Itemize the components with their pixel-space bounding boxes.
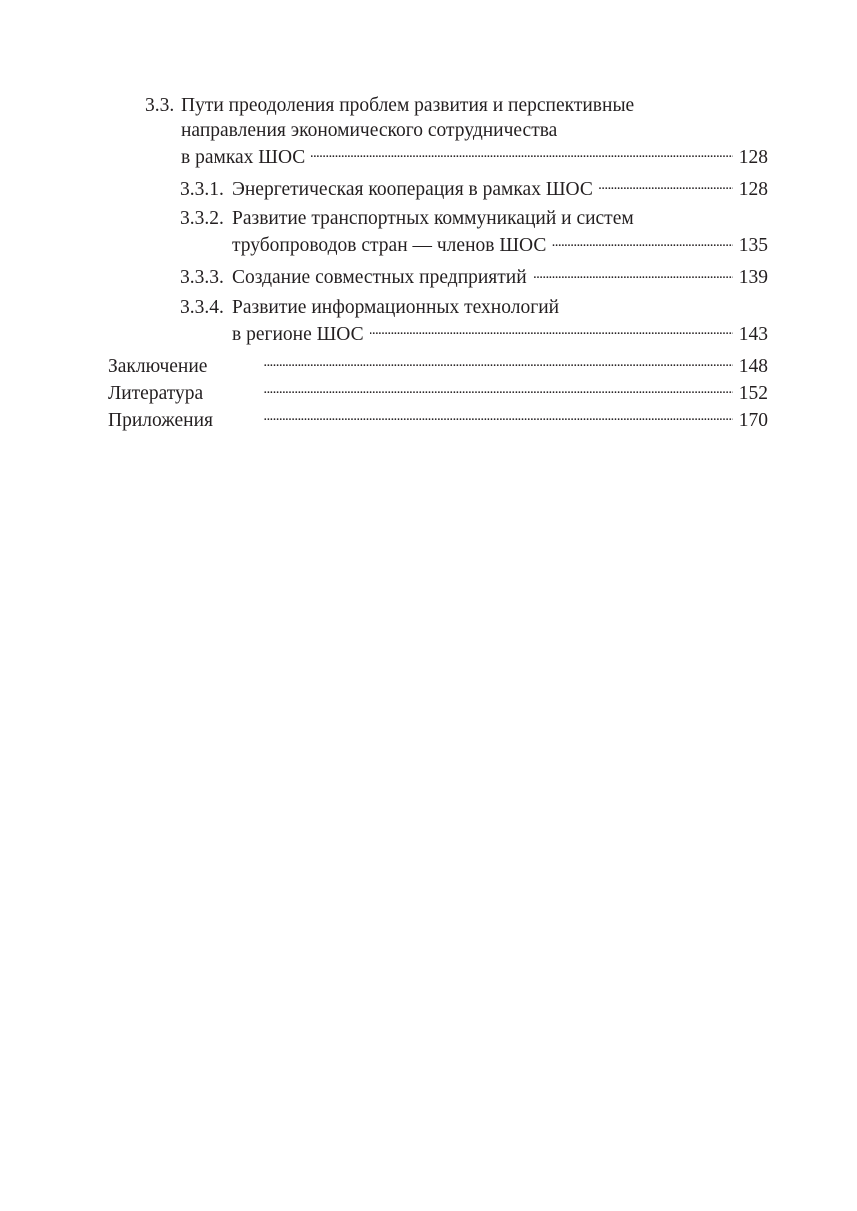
toc-entry-conclusion[interactable] <box>108 352 768 379</box>
toc-entry-title-line: в рамках ШОС <box>181 146 306 168</box>
toc-entry-number: 3.3.4. <box>180 296 224 318</box>
toc-entry-3-3-1[interactable] <box>108 175 768 202</box>
dot-leader <box>533 264 733 284</box>
toc-entry-3-3-4[interactable] <box>108 296 768 348</box>
dot-leader <box>219 406 733 426</box>
dot-leader <box>599 175 733 195</box>
toc-entry-title-line: Развитие информационных технологий <box>232 296 560 318</box>
toc-entry-page: 152 <box>738 382 768 404</box>
dot-leader <box>552 232 733 252</box>
toc-entry-title-line: Пути преодоления проблем развития и перспективные <box>181 95 635 116</box>
toc-entry-number: 3.3.3. <box>180 267 224 288</box>
toc-entry-title-line: направления экономического сотрудничества <box>181 119 558 141</box>
toc-entry-page: 139 <box>738 267 768 288</box>
toc-entry-page: 143 <box>738 323 768 345</box>
toc-entry-number: 3.3. <box>145 95 175 116</box>
toc-entry-title-line: Развитие транспортных коммуникаций и систем <box>232 208 634 229</box>
dot-leader <box>311 143 733 163</box>
toc-entry-number: 3.3.2. <box>180 208 224 229</box>
toc-entry-page: 135 <box>738 235 768 256</box>
toc-entry-number: 3.3.1. <box>180 178 224 200</box>
toc-entry-page: 148 <box>738 355 768 377</box>
toc-entry-title-line: Энергетическая кооперация в рамках ШОС <box>232 178 593 200</box>
toc-entry-title-line: Литература <box>108 382 204 404</box>
toc-entry-title-line: в регионе ШОС <box>232 323 364 345</box>
toc-entry-title-line: трубопроводов стран — членов ШОС <box>232 235 547 256</box>
toc-entry-page: 128 <box>738 178 768 200</box>
toc-entry-3-3-2[interactable] <box>108 207 768 259</box>
toc-entry-appendices[interactable] <box>108 406 768 433</box>
toc-entry-title-line: Приложения <box>108 409 213 431</box>
dot-leader <box>370 320 733 340</box>
dot-leader <box>213 352 733 372</box>
dot-leader <box>209 379 733 399</box>
toc-entry-3-3-3[interactable] <box>108 264 768 291</box>
toc-entry-3-3[interactable] <box>108 94 768 170</box>
toc-entry-title-line: Создание совместных предприятий <box>232 267 527 288</box>
toc-entry-page: 128 <box>738 146 768 168</box>
toc-entry-page: 170 <box>738 409 768 431</box>
toc-entry-references[interactable] <box>108 379 768 406</box>
table-of-contents <box>108 94 768 433</box>
toc-entry-title-line: Заключение <box>108 355 208 377</box>
